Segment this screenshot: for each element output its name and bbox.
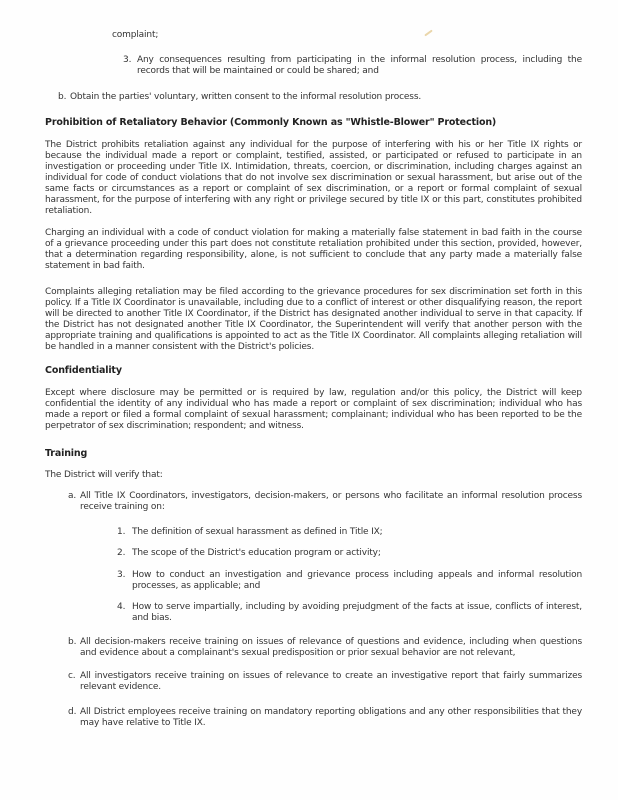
page-content (45, 30, 582, 729)
list-marker: a. (68, 491, 77, 501)
training-subitem-2 (45, 548, 582, 559)
list-item-text: All District employees receive training on mandatory reporting obligations and any other responsibilities that they may have relative to Title IX. (80, 707, 582, 728)
training-intro: The District will verify that: (45, 470, 163, 480)
training-item-c (45, 671, 582, 693)
paragraph: The District prohibits retaliation against any individual for the purpose of interfering with his or her Title IX rights or because the individual made a report or complaint, testified, assisted, or participated or refused to participate in an investigation or proceeding under Title IX. Intimidation, threats, coercion, or discrimination, including charges against an individual for code of conduct violations that do not involve sex discrimination or sexual harassment, but arise out of the same facts or circumstances as a report or complaint of sex discrimination, or a report or formal complaint of sexual harassment, for the purpose of interfering with any right or privilege secured by title IX or this part, constitutes prohibited retaliation. (45, 140, 582, 216)
list-marker: c. (68, 671, 76, 681)
section-heading-training: Training (45, 448, 88, 459)
section-heading-confidentiality: Confidentiality (45, 365, 122, 376)
list-marker: d. (68, 707, 77, 717)
list-marker: b. (58, 92, 67, 102)
list-item-text: All investigators receive training on issues of relevance to create an investigative report that fairly summarizes relevant evidence. (80, 671, 582, 692)
paragraph: Except where disclosure may be permitted or is required by law, regulation and/or this policy, the District will keep confidential the identity of any individual who has made a report or complaint of sex discrimination; individual who has made a report or filed a formal complaint of sexual harassment; complainant; individual who has been reported to be the perpetrator of sex discrimination; respondent; and witness. (45, 388, 582, 431)
training-item-d (45, 707, 582, 729)
training-subitem-3 (45, 570, 582, 592)
list-item-text: How to conduct an investigation and grievance process including appeals and informal resolution processes, as applicable; and (132, 570, 582, 591)
list-item-text: Obtain the parties' voluntary, written consent to the informal resolution process. (70, 92, 422, 102)
section-heading-retaliation: Prohibition of Retaliatory Behavior (Commonly Known as "Whistle-Blower" Protection) (45, 117, 497, 128)
list-item-text: The definition of sexual harassment as defined in Title IX; (132, 527, 383, 537)
list-marker: 3. (117, 570, 126, 580)
list-item-text: Any consequences resulting from participating in the informal resolution process, including the records that will be maintained or could be shared; and (137, 55, 582, 76)
paragraph: Charging an individual with a code of conduct violation for making a materially false statement in bad faith in the course of a grievance proceeding under this part does not constitute retaliation prohibited under this section, provided, however, that a determination regarding responsibility, alone, is not sufficient to conclude that any party made a materially false statement in bad faith. (45, 228, 582, 271)
paragraph: Complaints alleging retaliation may be filed according to the grievance procedures for sex discrimination set forth in this policy. If a Title IX Coordinator is unavailable, including due to a conflict of interest or other disqualifying reason, the report will be directed to another Title IX Coordinator, if the District has designated another individual to serve in that capacity. If the District has not designated another Title IX Coordinator, the Superintendent will verify that another person with the appropriate training and qualifications is appointed to act as the Title IX Coordinator. All complaints alleging retaliation will be handled in a manner consistent with the District's policies. (45, 287, 582, 352)
training-item-a (45, 491, 582, 513)
list-marker: 3. (123, 55, 132, 65)
list-item-text: All Title IX Coordinators, investigators, decision-makers, or persons who facilitate an informal resolution process receive training on: (80, 491, 582, 512)
list-item-text: The scope of the District's education program or activity; (132, 548, 381, 558)
list-item-b (45, 92, 582, 103)
training-item-b (45, 637, 582, 659)
list-item-text: All decision-makers receive training on issues of relevance of questions and evidence, including when questions and evidence about a complainant's sexual predisposition or prior sexual behavior are not relevant, (80, 637, 582, 658)
continuation-line: complaint; (112, 30, 159, 40)
training-subitem-1 (45, 527, 582, 538)
list-item-text: How to serve impartially, including by avoiding prejudgment of the facts at issue, conflicts of interest, and bias. (132, 602, 582, 623)
list-marker: 4. (117, 602, 126, 612)
list-marker: 2. (117, 548, 126, 558)
list-item-3 (45, 55, 582, 77)
list-marker: 1. (117, 527, 126, 537)
list-marker: b. (68, 637, 77, 647)
training-subitem-4 (45, 602, 582, 624)
